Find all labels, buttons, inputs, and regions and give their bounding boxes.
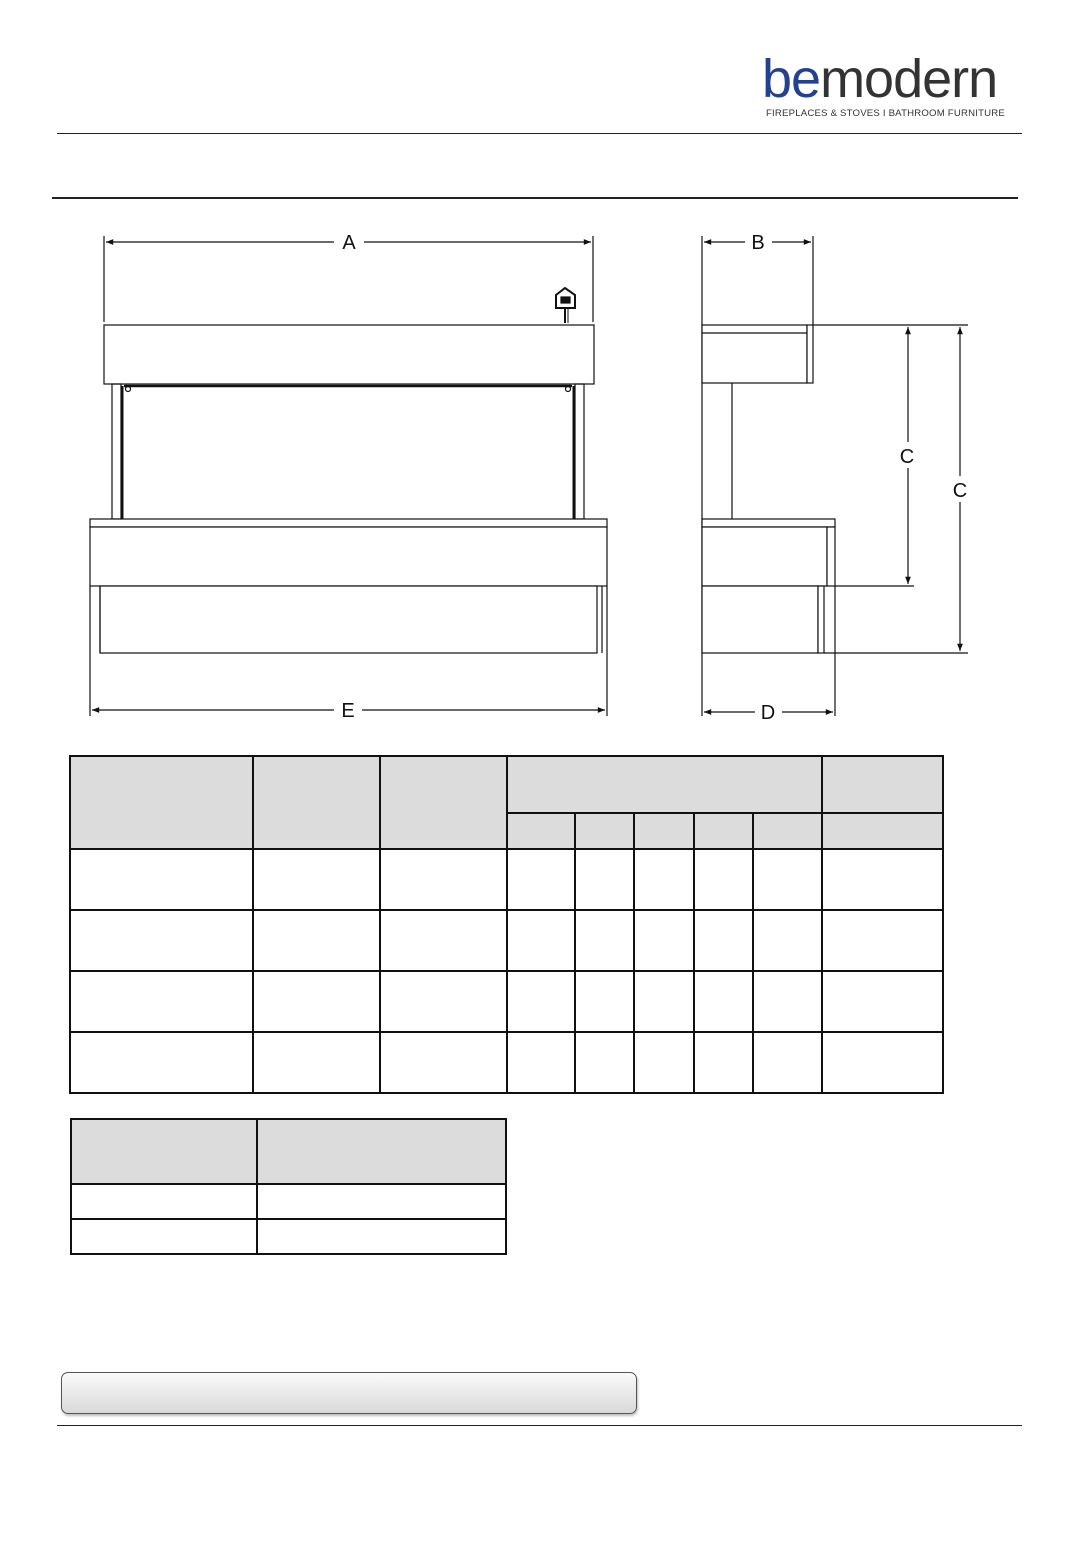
header-cell: [71, 1119, 257, 1184]
table-cell: [753, 910, 822, 971]
header-cell: [70, 756, 253, 849]
table-cell: [380, 849, 507, 910]
header-cell: [257, 1119, 506, 1184]
table-cell: [694, 971, 754, 1032]
table-row: [71, 1184, 506, 1219]
sub-header-cell: [507, 813, 575, 849]
sub-header-cell: [634, 813, 694, 849]
table-row: [70, 849, 943, 910]
dimension-label-d: D: [760, 702, 776, 724]
table-cell: [634, 910, 694, 971]
dimension-label-c-inner: C: [899, 446, 915, 468]
table-cell: [575, 910, 634, 971]
sub-header-cell: [694, 813, 754, 849]
table-cell: [70, 910, 253, 971]
table-cell: [694, 910, 754, 971]
table-row: [70, 1032, 943, 1093]
footer-divider: [57, 1425, 1022, 1426]
table-cell: [634, 971, 694, 1032]
table-cell: [694, 1032, 754, 1093]
dimensions-group-header: [507, 756, 822, 813]
fireplace-dimension-diagram: [0, 0, 1081, 740]
table-cell: [822, 971, 943, 1032]
table-cell: [380, 971, 507, 1032]
dimension-label-a: A: [342, 232, 356, 254]
side-view: [702, 236, 968, 716]
table-cell: [575, 849, 634, 910]
table-cell: [822, 849, 943, 910]
table-cell: [507, 910, 575, 971]
brand-prefix: be: [762, 49, 821, 109]
footer-button[interactable]: [61, 1372, 637, 1414]
table-cell: [253, 1032, 381, 1093]
table-cell: [507, 849, 575, 910]
table-cell: [822, 910, 943, 971]
table-cell: [257, 1184, 506, 1219]
table-cell: [253, 910, 381, 971]
header-cell: [380, 756, 507, 849]
table-cell: [380, 1032, 507, 1093]
table-cell: [257, 1219, 506, 1254]
table-cell: [753, 1032, 822, 1093]
brand-suffix: modern: [820, 49, 998, 109]
table-cell: [753, 971, 822, 1032]
dimensions-table: [69, 755, 944, 1094]
table-cell: [507, 1032, 575, 1093]
brand-tagline: FIREPLACES & STOVES I BATHROOM FURNITURE: [766, 108, 1005, 119]
dimension-label-e: E: [341, 700, 355, 722]
table-cell: [575, 1032, 634, 1093]
table-cell: [253, 971, 381, 1032]
secondary-table: [70, 1118, 507, 1255]
table-cell: [507, 971, 575, 1032]
table-cell: [822, 1032, 943, 1093]
table-row: [71, 1219, 506, 1254]
table-row: [70, 971, 943, 1032]
dimension-label-b: B: [751, 232, 765, 254]
table-cell: [71, 1219, 257, 1254]
table-row: [70, 910, 943, 971]
table-cell: [70, 1032, 253, 1093]
sub-header-cell: [753, 813, 822, 849]
table-cell: [380, 910, 507, 971]
sub-header-cell: [822, 813, 943, 849]
table-cell: [70, 971, 253, 1032]
table-cell: [634, 849, 694, 910]
table-cell: [575, 971, 634, 1032]
table-cell: [634, 1032, 694, 1093]
table-cell: [753, 849, 822, 910]
sub-header-cell: [575, 813, 634, 849]
table-cell: [253, 849, 381, 910]
plug-icon: [556, 288, 575, 323]
table-cell: [71, 1184, 257, 1219]
dimension-label-c-outer: C: [952, 480, 968, 502]
table-cell: [694, 849, 754, 910]
header-cell: [822, 756, 943, 813]
table-cell: [70, 849, 253, 910]
front-view: [90, 236, 607, 716]
header-cell: [253, 756, 381, 849]
